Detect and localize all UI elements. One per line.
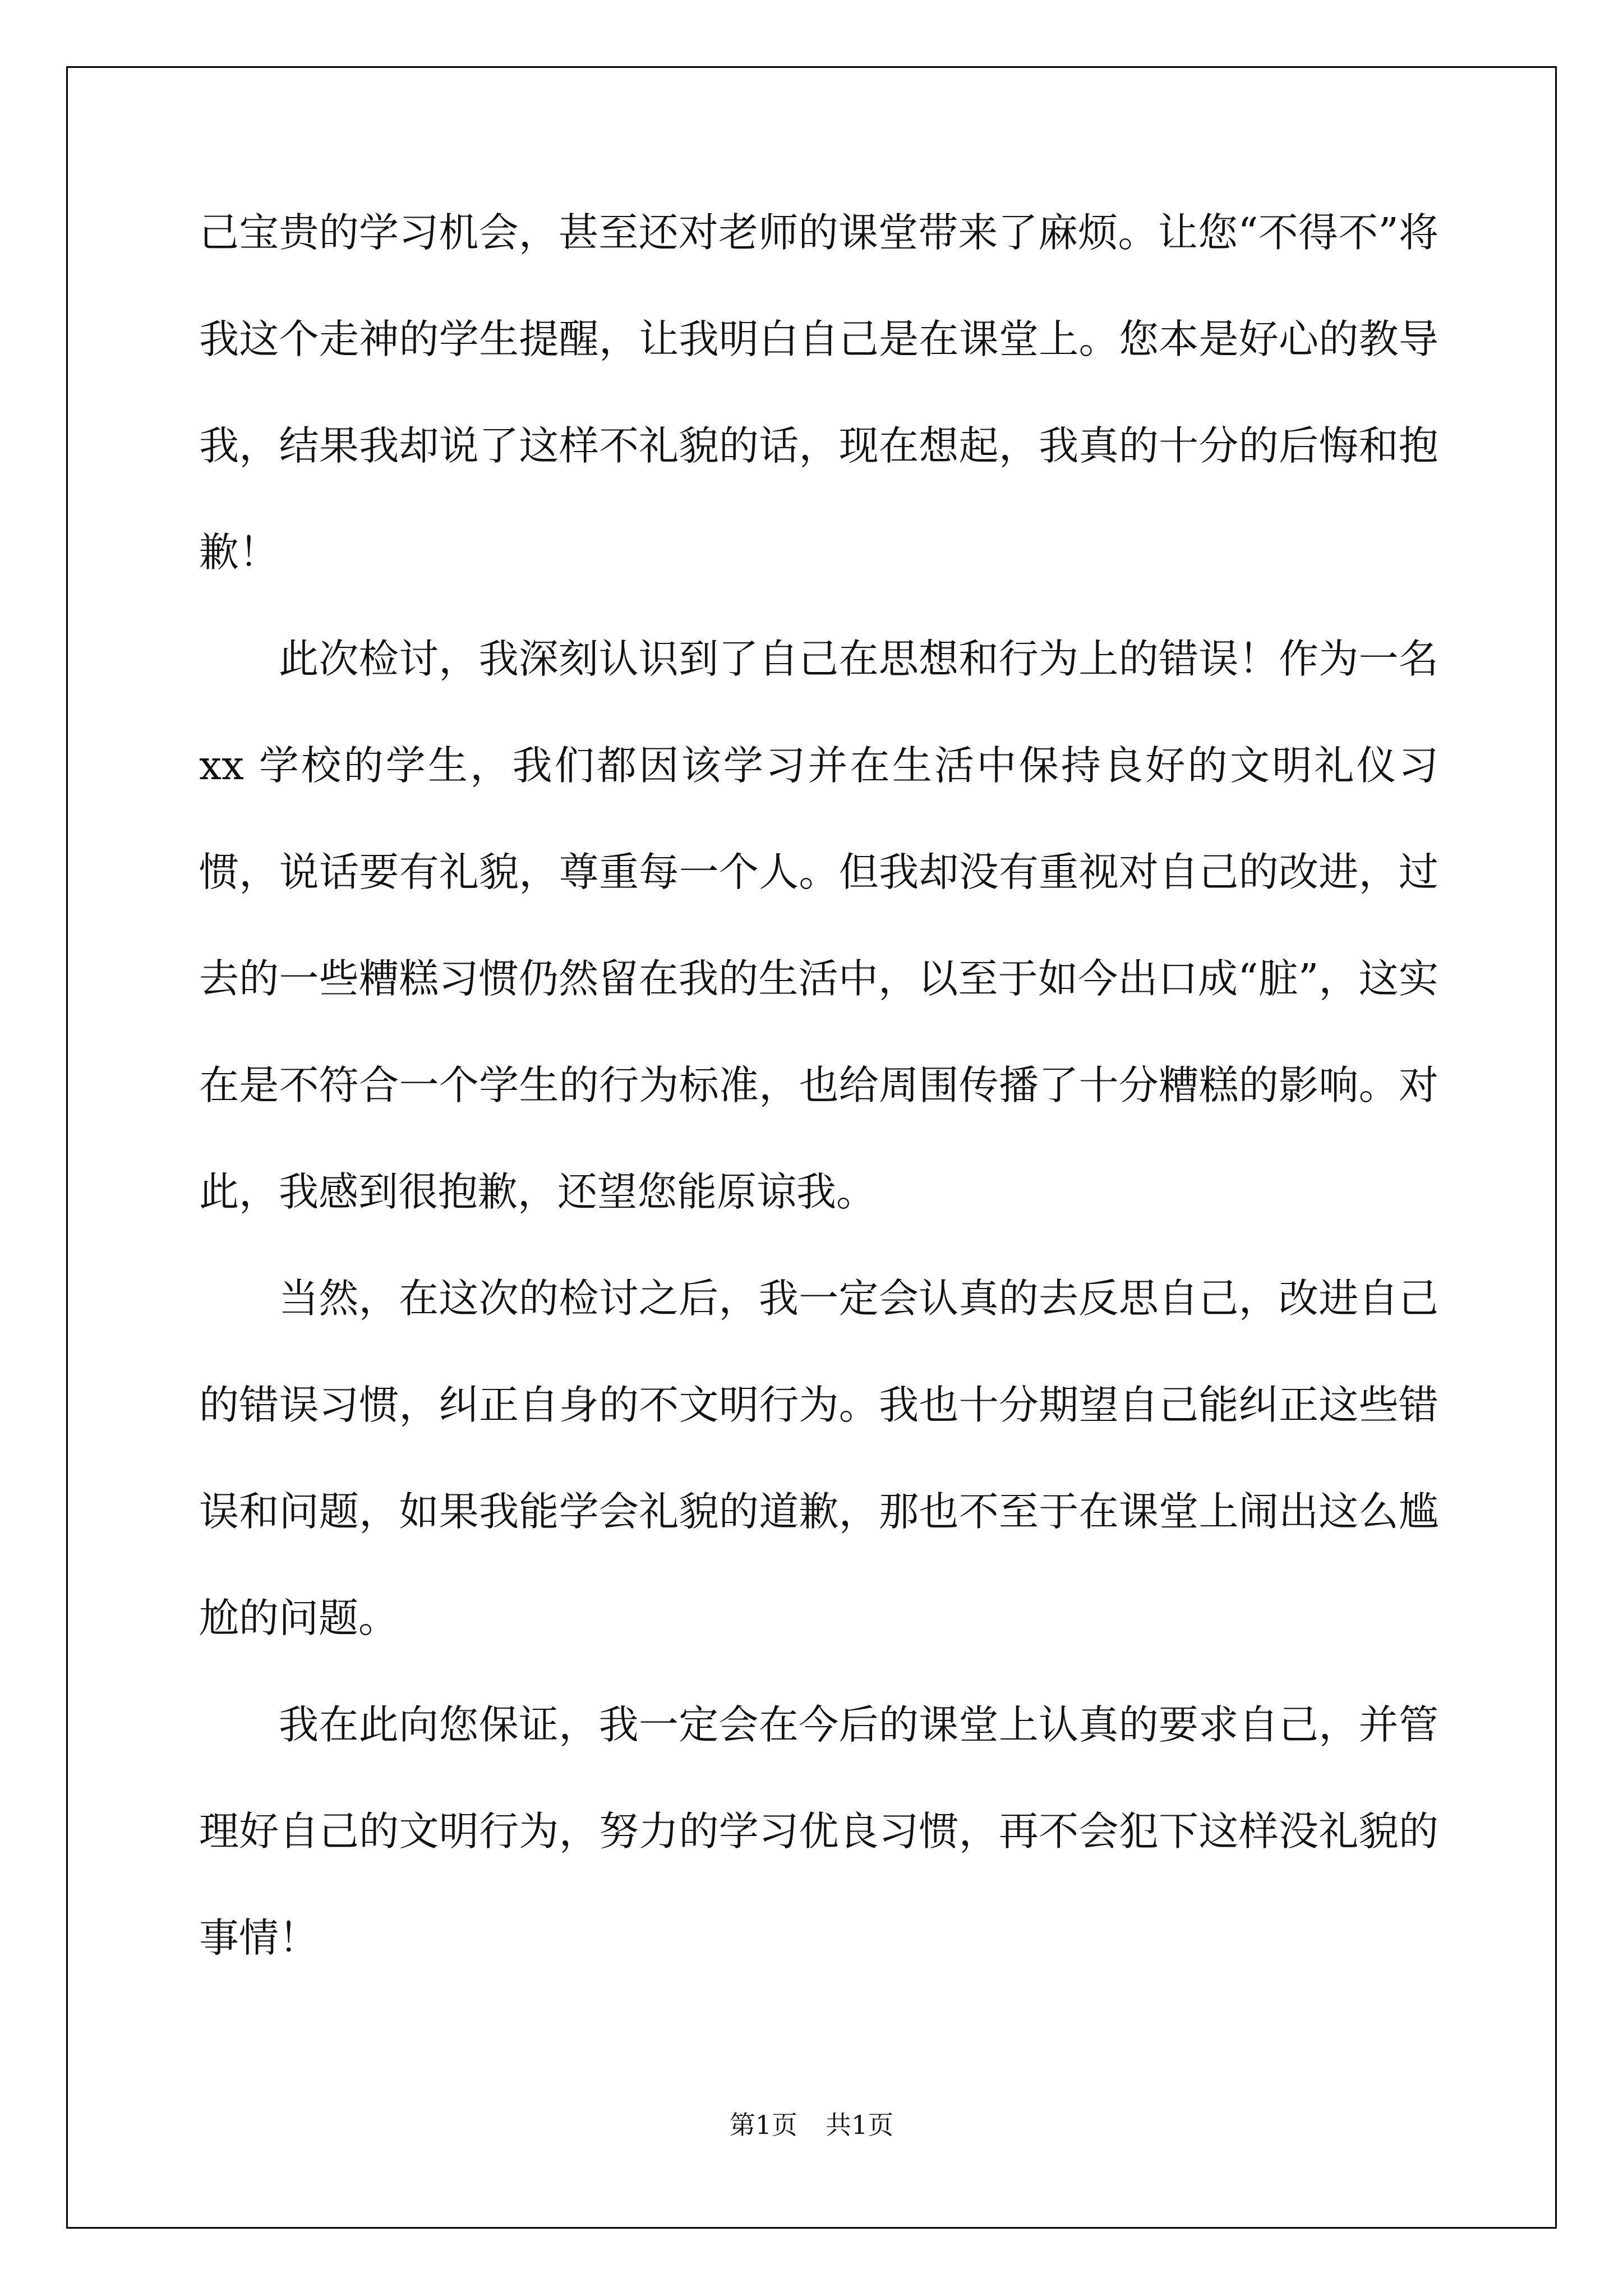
- paragraph-3: 当然，在这次的检讨之后，我一定会认真的去反思自己，改进自己的错误习惯，纠正自身的不文明行为。我也十分期望自己能纠正这些错误和问题，如果我能学会礼貌的道歉，那也不至于在课堂上闹出这么尴尬的问题。: [199, 1275, 1438, 1641]
- page-number-total: 共1页: [826, 2110, 894, 2140]
- document-body: [199, 180, 1438, 1991]
- page-number-current: 第1页: [729, 2110, 797, 2140]
- paragraph-4: 我在此向您保证，我一定会在今后的课堂上认真的要求自己，并管理好自己的文明行为，努力的学习优良习惯，再不会犯下这样没礼貌的事情！: [199, 1701, 1438, 1961]
- paragraph-1: 己宝贵的学习机会，甚至还对老师的课堂带来了麻烦。让您“不得不”将我这个走神的学生提醒，让我明白自己是在课堂上。您本是好心的教导我，结果我却说了这样不礼貌的话，现在想起，我真的十分的后悔和抱歉！: [199, 209, 1438, 576]
- page-footer: [0, 2108, 1623, 2142]
- paragraph-2: 此次检讨，我深刻认识到了自己在思想和行为上的错误！作为一名 xx 学校的学生，我们都因该学习并在生活中保持良好的文明礼仪习惯，说话要有礼貌，尊重每一个人。但我却没有重视对自己的改进，过去的一些糟糕习惯仍然留在我的生活中，以至于如今出口成“脏”，这实在是不符合一个学生的行为标准，也给周围传播了十分糟糕的影响。对此，我感到很抱歉，还望您能原谅我。: [199, 636, 1438, 1215]
